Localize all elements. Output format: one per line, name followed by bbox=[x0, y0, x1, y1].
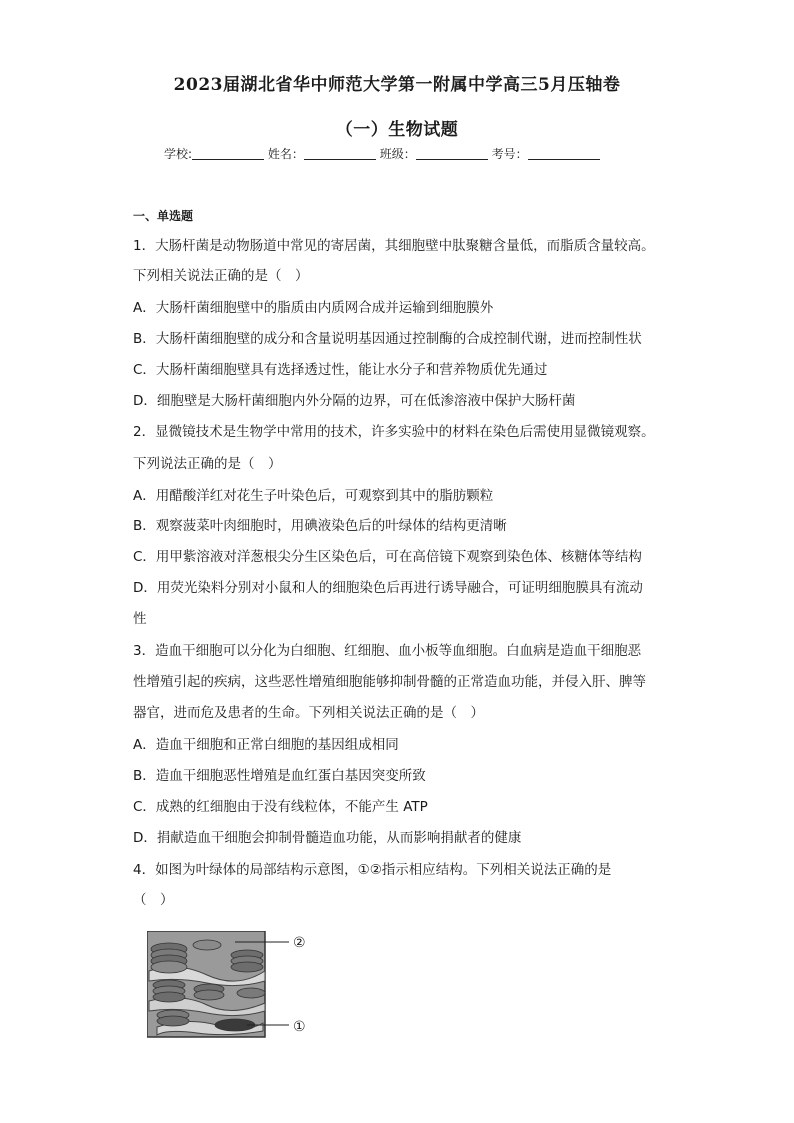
option-line: D．用荧光染料分别对小鼠和人的细胞染色后再进行诱导融合，可证明细胞膜具有流动 bbox=[133, 580, 643, 596]
question-line: 2．显微镜技术是生物学中常用的技术，许多实验中的材料在染色后需使用显微镜观察。 bbox=[133, 424, 655, 440]
option-line: B．观察菠菜叶肉细胞时，用碘液染色后的叶绿体的结构更清晰 bbox=[133, 518, 507, 534]
class-label: 班级： bbox=[379, 147, 416, 161]
title-line-2: （一）生物试题 bbox=[335, 120, 459, 140]
school-field[interactable] bbox=[192, 147, 264, 160]
student-info-row bbox=[164, 145, 600, 162]
option-line: 性 bbox=[133, 611, 147, 627]
question-line: 4．如图为叶绿体的局部结构示意图，①②指示相应结构。下列相关说法正确的是 bbox=[133, 862, 612, 878]
section-heading: 一、单选题 bbox=[133, 209, 194, 223]
question-line: 下列说法正确的是（ ） bbox=[133, 456, 282, 472]
option-line: A．用醋酸洋红对花生子叶染色后，可观察到其中的脂肪颗粒 bbox=[133, 488, 494, 504]
class-field[interactable] bbox=[416, 147, 488, 160]
option-line: A．大肠杆菌细胞壁中的脂质由内质网合成并运输到细胞膜外 bbox=[133, 300, 494, 316]
option-line: C．成熟的红细胞由于没有线粒体，不能产生 ATP bbox=[133, 799, 428, 815]
figure-label-2: ② bbox=[293, 935, 306, 951]
number-field[interactable] bbox=[528, 147, 600, 160]
option-line: D．捐献造血干细胞会抑制骨髓造血功能，从而影响捐献者的健康 bbox=[133, 830, 522, 846]
option-line: D．细胞壁是大肠杆菌细胞内外分隔的边界，可在低渗溶液中保护大肠杆菌 bbox=[133, 393, 576, 409]
option-line: C．用甲紫溶液对洋葱根尖分生区染色后，可在高倍镜下观察到染色体、核糖体等结构 bbox=[133, 549, 642, 565]
question-line: 性增殖引起的疾病，这些恶性增殖细胞能够抑制骨髓的正常造血功能，并侵入肝、脾等 bbox=[133, 674, 646, 690]
option-line: C．大肠杆菌细胞壁具有选择透过性，能让水分子和营养物质优先通过 bbox=[133, 362, 548, 378]
option-line: B．造血干细胞恶性增殖是血红蛋白基因突变所致 bbox=[133, 768, 426, 784]
question-line: 下列相关说法正确的是（ ） bbox=[133, 268, 309, 284]
chloroplast-diagram bbox=[147, 931, 317, 1039]
title-line-1: 2023届湖北省华中师范大学第一附属中学高三5月压轴卷 bbox=[173, 75, 621, 95]
option-line: B．大肠杆菌细胞壁的成分和含量说明基因通过控制酶的合成控制代谢，进而控制性状 bbox=[133, 331, 642, 347]
option-line: A．造血干细胞和正常白细胞的基因组成相同 bbox=[133, 737, 399, 753]
school-label: 学校: bbox=[164, 147, 193, 161]
name-field[interactable] bbox=[304, 147, 376, 160]
number-label: 考号： bbox=[491, 147, 528, 161]
question-line: 3．造血干细胞可以分化为白细胞、红细胞、血小板等血细胞。白血病是造血干细胞恶 bbox=[133, 643, 642, 659]
figure-label-1: ① bbox=[293, 1019, 306, 1035]
question-line: （ ） bbox=[133, 892, 174, 908]
question-line: 1．大肠杆菌是动物肠道中常见的寄居菌，其细胞壁中肽聚糖含量低，而脂质含量较高。 bbox=[133, 238, 655, 254]
question-line: 器官，进而危及患者的生命。下列相关说法正确的是（ ） bbox=[133, 705, 484, 721]
name-label: 姓名： bbox=[267, 147, 304, 161]
